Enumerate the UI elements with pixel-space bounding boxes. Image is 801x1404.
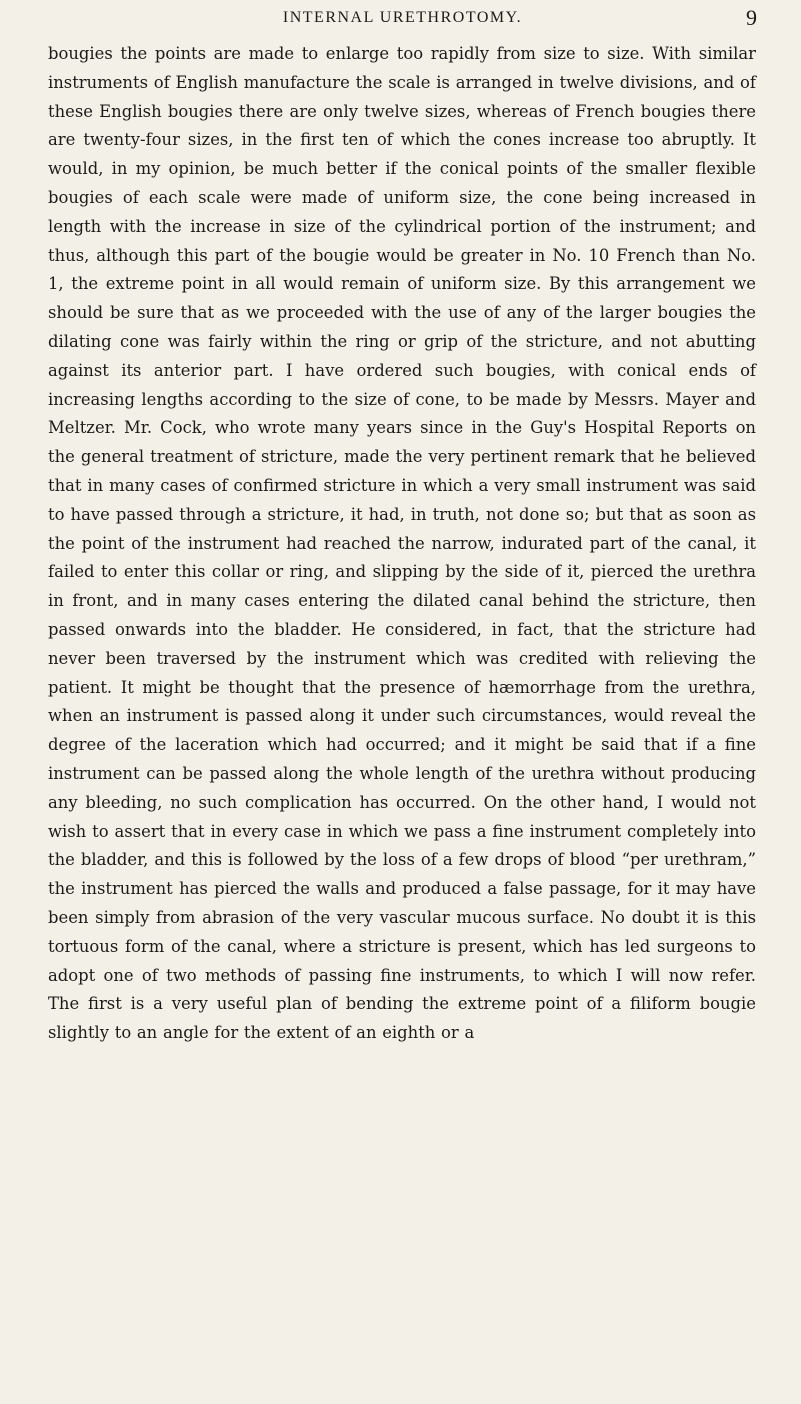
body-paragraph: bougies the points are made to enlarge too rapidly from size to size. With similar instruments of English manufacture the scale is arranged in twelve divisions, and of these English bougies there are only twelve sizes, whereas of French bougies there are twenty-four sizes, in the first ten of which the cones increase too abruptly. It would, in my opinion, be much better if the conical points of the smaller flexible bougies of each scale were made of uniform size, the cone being increased in length with the increase in size of the cylindrical portion of the instrument; and thus, although this part of the bougie would be greater in No. 10 French than No. 1, the extreme point in all would remain of uniform size. By this arrangement we should be sure that as we proceeded with the use of any of the larger bougies the dilating cone was fairly within the ring or grip of the stricture, and not abutting against its anterior part. I have ordered such bougies, with conical ends of increasing lengths according to the size of cone, to be made by Messrs. Mayer and Meltzer. Mr. Cock, who wrote many years since in the Guy's Hospital Reports on the general treatment of stricture, made the very pertinent remark that he believed that in many cases of confirmed stricture in which a very small instrument was said to have passed through a stricture, it had, in truth, not done so; but that as soon as the point of the instrument had reached the narrow, indurated part of the canal, it failed to enter this collar or ring, and slipping by the side of it, pierced the urethra in front, and in many cases entering the dilated canal behind the stricture, then passed onwards into the bladder. He considered, in fact, that the stricture had never been traversed by the instrument which was credited with relieving the patient. It might be thought that the presence of hæmorrhage from the urethra, when an instrument is passed along it under such circumstances, would reveal the degree of the laceration which had occurred; and it might be said that if a fine instrument can be passed along the whole length of the urethra without producing any bleeding, no such complication has occurred. On the other hand, I would not wish to assert that in every case in which we pass a fine instrument completely into the bladder, and this is followed by the loss of a few drops of blood “per urethram,” the instrument has pierced the walls and produced a false passage, for it may have been simply from abrasion of the very vascular mucous surface. No doubt it is this tortuous form of the canal, where a stricture is present, which has led surgeons to adopt one of two methods of passing fine instruments, to which I will now refer. The first is a very useful plan of bending the extreme point of a filiform bougie slightly to an angle for the extent of an eighth or a [48, 44, 756, 1043]
running-head [48, 6, 757, 30]
page-number: 9 [746, 5, 757, 30]
running-title: INTERNAL URETHROTOMY. [282, 9, 523, 26]
